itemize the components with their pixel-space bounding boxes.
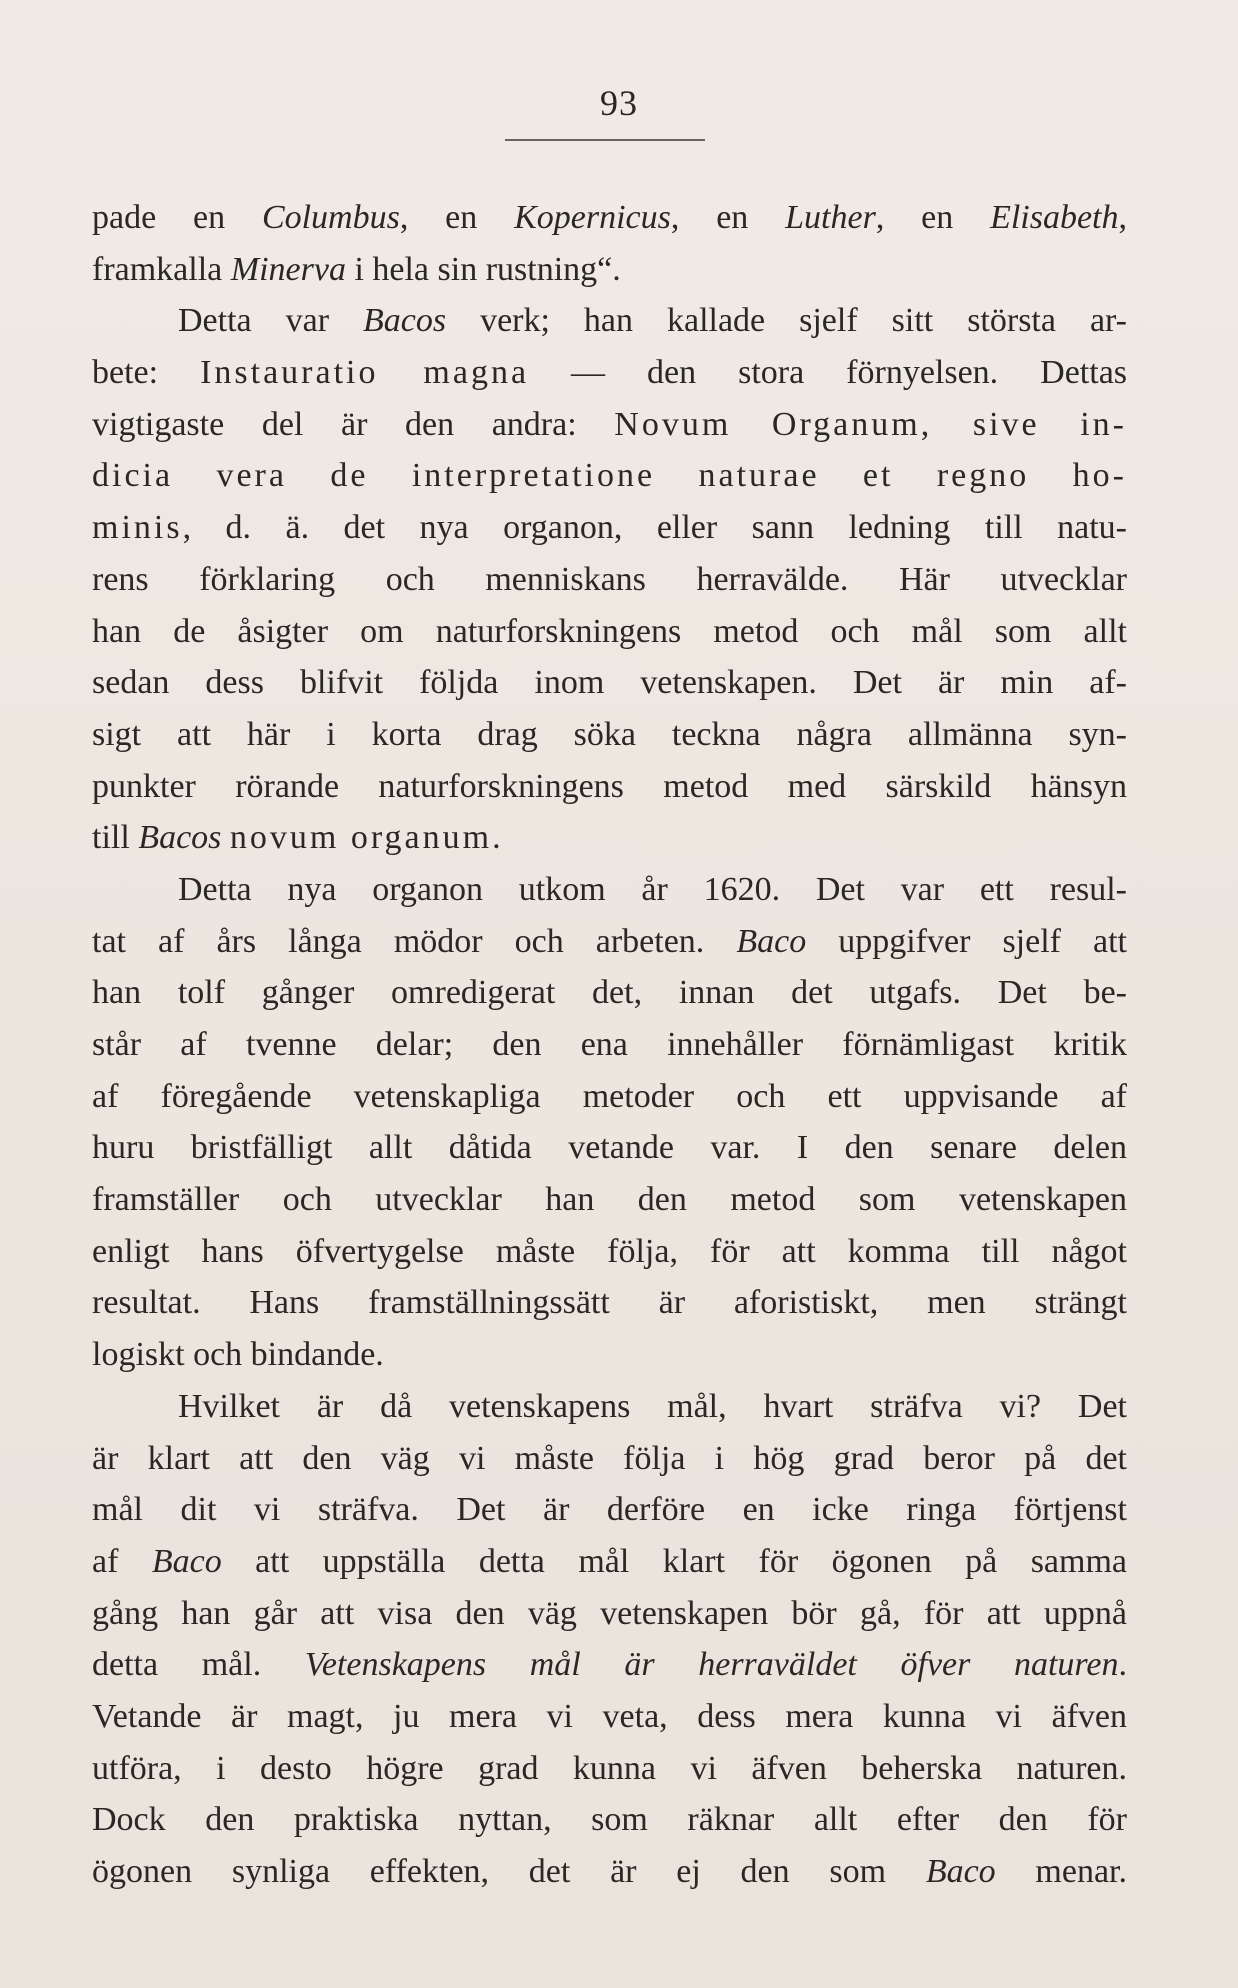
text-segment: verk; han kallade sjelf sitt största ar- [446, 302, 1127, 340]
text-line [92, 1484, 1127, 1536]
text-line [92, 916, 1127, 968]
text-line [92, 1226, 1127, 1278]
text-line [92, 1277, 1127, 1329]
text-segment: gång han går att visa den väg vetenskapen bör gå, för att uppnå [92, 1594, 1127, 1632]
text-segment: , en [670, 199, 786, 236]
text-segment: , en [875, 199, 991, 236]
text-line [92, 399, 1127, 451]
text-segment: Hvilket är då vetenskapens mål, hvart sträfva vi? Det [178, 1387, 1127, 1425]
italic-text: Baco [736, 922, 807, 960]
text-line [92, 192, 1127, 244]
text-segment: . [492, 819, 501, 857]
text-line [92, 761, 1127, 813]
text-line [92, 1071, 1127, 1123]
text-segment: punkter rörande naturforskningens metod med särskild hänsyn [92, 767, 1127, 805]
text-segment: logiskt och bindande. [92, 1336, 384, 1374]
text-line [92, 450, 1127, 502]
text-line [92, 812, 1127, 864]
text-segment: Detta var [178, 302, 363, 340]
text-segment: ögonen synliga effekten, det är ej den som [92, 1853, 926, 1890]
page-number-rule [505, 139, 705, 141]
page-number: 93 [600, 83, 638, 123]
italic-text: Elisabeth [990, 199, 1119, 236]
text-line [92, 554, 1127, 606]
text-segment: , [1118, 199, 1127, 236]
text-line [92, 1794, 1127, 1846]
text-line [92, 1588, 1127, 1640]
text-line [92, 347, 1127, 399]
spaced-text: Novum Organum, sive in- [614, 405, 1127, 443]
text-line [92, 1329, 1127, 1381]
text-segment: är klart att den väg vi måste följa i hög grad beror på det [92, 1439, 1127, 1477]
text-line [92, 1174, 1127, 1226]
text-line [92, 502, 1127, 554]
text-line [92, 1019, 1127, 1071]
spaced-text: novum organum [229, 819, 493, 857]
text-segment: enligt hans öfvertygelse måste följa, för att komma till något [92, 1232, 1127, 1270]
text-segment: . [1118, 1646, 1127, 1684]
text-segment: pade en [92, 199, 262, 236]
italic-text: Columbus [261, 199, 400, 236]
italic-text: Baco [151, 1542, 222, 1580]
italic-text: Bacos [363, 302, 447, 340]
text-segment: resultat. Hans framställningssätt är aforistiskt, men strängt [92, 1284, 1127, 1322]
text-segment: — den stora förnyelsen. Dettas [529, 354, 1127, 392]
text-line [92, 1639, 1127, 1691]
text-segment: Vetande är magt, ju mera vi veta, dess mera kunna vi äfven [92, 1697, 1127, 1735]
text-segment: han de åsigter om naturforskningens metod och mål som allt [92, 612, 1127, 650]
text-segment: i hela sin rustning“. [345, 250, 621, 288]
italic-text: Baco [925, 1853, 996, 1890]
italic-text: Bacos [138, 819, 222, 857]
text-line [92, 709, 1127, 761]
text-segment: af föregående vetenskapliga metoder och ett uppvisande af [92, 1077, 1127, 1115]
text-line [92, 244, 1127, 296]
spaced-text: Instauratio magna [200, 354, 530, 392]
text-segment: till [92, 819, 139, 857]
italic-text: Minerva [230, 250, 346, 288]
text-segment: framställer och utvecklar han den metod som vetenskapen [92, 1181, 1127, 1219]
text-segment: rens förklaring och menniskans herravälde. Här utvecklar [92, 560, 1127, 598]
body-text [92, 192, 1127, 1898]
text-segment: tat af års långa mödor och arbeten. [92, 922, 737, 960]
text-segment: bete: [92, 354, 201, 392]
text-segment: , d. ä. det nya organon, eller sann ledning till natu- [182, 509, 1127, 547]
text-segment: Dock den praktiska nyttan, som räknar allt efter den för [92, 1801, 1127, 1839]
text-segment: han tolf gånger omredigerat det, innan det utgafs. Det be- [92, 974, 1127, 1012]
text-segment [221, 819, 230, 856]
text-segment: framkalla [92, 250, 231, 288]
text-line [92, 864, 1127, 916]
text-segment: vigtigaste del är den andra: [92, 405, 615, 443]
text-line [92, 1381, 1127, 1433]
text-segment: står af tvenne delar; den ena innehåller förnämligast kritik [92, 1026, 1127, 1063]
text-segment: mål dit vi sträfva. Det är derföre en icke ringa förtjenst [92, 1491, 1127, 1529]
spaced-text: dicia vera de interpretatione naturae et regno ho- [92, 457, 1127, 495]
text-segment: uppgifver sjelf att [806, 922, 1127, 960]
text-segment: detta mål. [92, 1646, 305, 1684]
text-segment: Detta nya organon utkom år 1620. Det var ett resul- [178, 870, 1127, 908]
text-line [92, 967, 1127, 1019]
italic-text: Luther [785, 199, 876, 236]
text-segment: , en [399, 199, 515, 236]
text-line [92, 657, 1127, 709]
text-segment: sigt att här i korta drag söka teckna några allmänna syn- [92, 715, 1127, 753]
text-line [92, 1743, 1127, 1795]
spaced-text: minis [92, 509, 183, 547]
text-line [92, 1536, 1127, 1588]
italic-text: Kopernicus [514, 199, 671, 236]
text-line [92, 606, 1127, 658]
italic-text: Vetenskapens mål är herraväldet öfver naturen [304, 1646, 1119, 1684]
text-segment: sedan dess blifvit följda inom vetenskapen. Det är min af- [92, 664, 1127, 702]
text-line [92, 295, 1127, 347]
text-line [92, 1433, 1127, 1485]
text-segment: huru bristfälligt allt dåtida vetande var. I den senare delen [92, 1129, 1127, 1167]
text-segment: af [92, 1542, 152, 1580]
text-segment: menar. [995, 1853, 1127, 1890]
text-line [92, 1846, 1127, 1898]
text-segment: att uppställa detta mål klart för ögonen på samma [221, 1542, 1127, 1580]
text-line [92, 1691, 1127, 1743]
text-segment: utföra, i desto högre grad kunna vi äfven beherska naturen. [92, 1749, 1127, 1787]
text-line [92, 1122, 1127, 1174]
